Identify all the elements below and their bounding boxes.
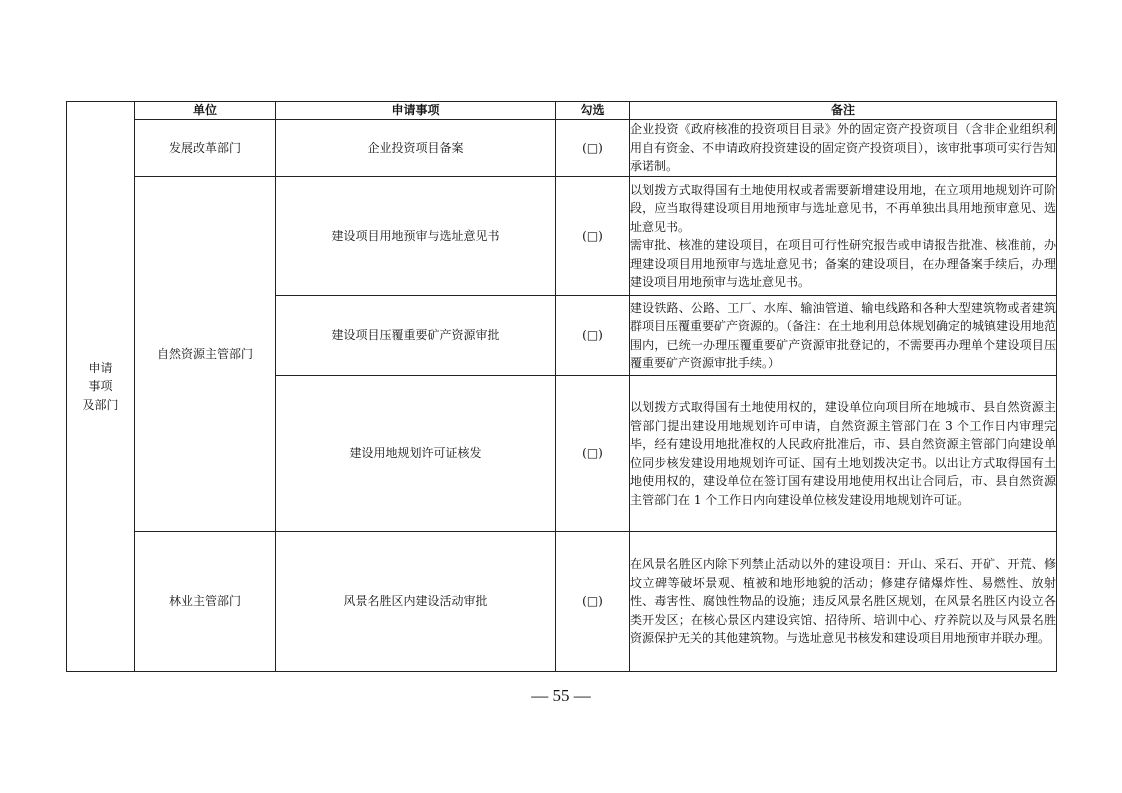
item-cell: 企业投资项目备案: [276, 120, 556, 177]
checkbox-cell[interactable]: (□): [556, 296, 630, 376]
checkbox-cell[interactable]: (□): [556, 376, 630, 532]
note-cell: [630, 177, 1057, 296]
checkbox-cell[interactable]: (□): [556, 120, 630, 177]
side-label-line: 申请: [88, 360, 113, 375]
page-number: — 55 —: [531, 686, 591, 705]
note-paragraph: 以划拨方式取得国有土地使用权或者需要新增建设用地，在立项用地规划许可阶段，应当取得建设项目用地预审与选址意见书，不再单独出具用地预审意见、选址意见书。: [630, 182, 1056, 234]
side-label-cell: [67, 102, 135, 672]
table-row: [67, 177, 1057, 296]
note-cell: [630, 532, 1057, 672]
note-paragraph: 以划拨方式取得国有土地使用权的，建设单位向项目所在地城市、县自然资源主管部门提出建设用地规划许可申请，自然资源主管部门在 3 个工作日内审理完毕，经有建设用地批准权的人民政府批准后，市、县自然资源主管部门向建设单位同步核发建设用地规划许可证、国有土地划拨决定书。以出让方式取得国有土地使用权的，建设单位在签订国有建设用地使用权出让合同后，市、县自然资源主管部门在 1 个工作日内向建设单位核发建设用地规划许可证。: [630, 400, 1056, 507]
table-row: [67, 120, 1057, 177]
side-label-line: 及部门: [82, 397, 119, 412]
note-cell: [630, 296, 1057, 376]
header-note: 备注: [630, 102, 1057, 120]
note-paragraph: 需审批、核准的建设项目，在项目可行性研究报告或申请报告批准、核准前，办理建设项目用地预审与选址意见书；备案的建设项目，在办理备案手续后，办理建设项目用地预审与选址意见书。: [630, 238, 1056, 289]
unit-cell: 林业主管部门: [135, 532, 276, 672]
item-cell: 建设项目压覆重要矿产资源审批: [276, 296, 556, 376]
checkbox-cell[interactable]: (□): [556, 177, 630, 296]
note-paragraph: 在风景名胜区内除下列禁止活动以外的建设项目：开山、采石、开矿、开荒、修坟立碑等破坏景观、植被和地形地貌的活动；修建存储爆炸性、易燃性、放射性、毒害性、腐蚀性物品的设施；违反风景名胜区规划，在风景名胜区内设立各类开发区；在核心景区内建设宾馆、招待所、培训中心、疗养院以及与风景名胜资源保护无关的其他建筑物。与选址意见书核发和建设项目用地预审并联办理。: [630, 557, 1056, 646]
side-label-line: 事项: [88, 379, 113, 394]
header-check: 勾选: [556, 102, 630, 120]
unit-cell: 自然资源主管部门: [135, 177, 276, 532]
item-cell: 建设用地规划许可证核发: [276, 376, 556, 532]
table-row: [67, 532, 1057, 672]
item-cell: 建设项目用地预审与选址意见书: [276, 177, 556, 296]
note-cell: [630, 120, 1057, 177]
unit-cell: 发展改革部门: [135, 120, 276, 177]
application-items-table: [66, 101, 1057, 672]
note-paragraph: 建设铁路、公路、工厂、水库、输油管道、输电线路和各种大型建筑物或者建筑群项目压覆重要矿产资源的。（备注：在土地利用总体规划确定的城镇建设用地范围内，已统一办理压覆重要矿产资源审批登记的，不需要再办理单个建设项目压覆重要矿产资源审批手续。）: [630, 300, 1057, 370]
checkbox-cell[interactable]: (□): [556, 532, 630, 672]
item-cell: 风景名胜区内建设活动审批: [276, 532, 556, 672]
note-paragraph: 企业投资《政府核准的投资项目目录》外的固定资产投资项目（含非企业组织利用自有资金、不申请政府投资建设的固定资产投资项目），该审批事项可实行告知承诺制。: [630, 122, 1057, 174]
header-unit: 单位: [135, 102, 276, 120]
header-item: 申请事项: [276, 102, 556, 120]
note-cell: [630, 376, 1057, 532]
table-header-row: [67, 102, 1057, 120]
